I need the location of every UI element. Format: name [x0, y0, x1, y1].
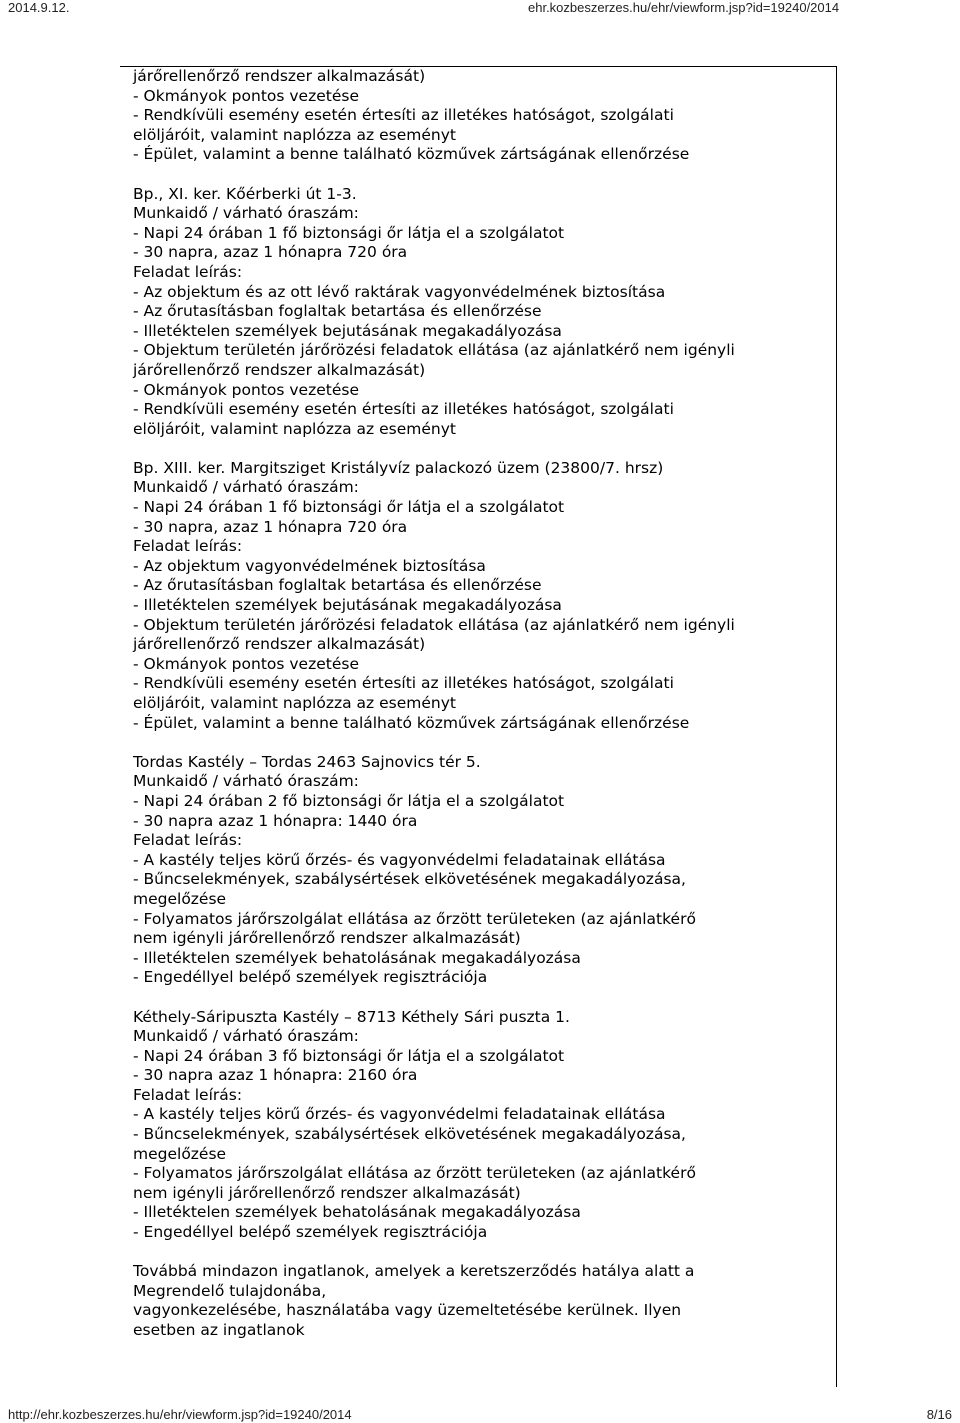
text-line: Munkaidő / várható óraszám:	[133, 772, 359, 791]
text-line: - Napi 24 órában 2 fő biztonsági őr látja el a szolgálatot	[133, 791, 565, 810]
text-line: Tordas Kastély – Tordas 2463 Sajnovics tér 5.	[133, 752, 481, 771]
paragraph-gap	[133, 165, 833, 185]
print-header	[0, 0, 960, 16]
text-line: - Rendkívüli esemény esetén értesíti az illetékes hatóságot, szolgálati	[133, 674, 674, 693]
text-line: Feladat leírás:	[133, 262, 243, 281]
text-line: - Az objektum vagyonvédelmének biztosítása	[133, 556, 486, 575]
text-line: - Az objektum és az ott lévő raktárak vagyonvédelmének biztosítása	[133, 282, 666, 301]
text-line: - Napi 24 órában 1 fő biztonsági őr látja el a szolgálatot	[133, 498, 565, 517]
text-block	[133, 459, 833, 733]
text-line: nem igényli járőrellenőrző rendszer alkalmazását)	[133, 929, 521, 948]
text-line: - Rendkívüli esemény esetén értesíti az illetékes hatóságot, szolgálati	[133, 106, 674, 125]
paragraph-gap	[133, 988, 833, 1008]
text-line: - Objektum területén járőrözési feladatok ellátása (az ajánlatkérő nem igényli	[133, 615, 735, 634]
text-line: - 30 napra azaz 1 hónapra: 1440 óra	[133, 811, 418, 830]
text-block	[133, 753, 833, 988]
text-line: elöljáróit, valamint naplózza az eseményt	[133, 419, 456, 438]
text-line: - 30 napra, azaz 1 hónapra 720 óra	[133, 517, 408, 536]
text-line: - Folyamatos járőrszolgálat ellátása az őrzött területeken (az ajánlatkérő	[133, 909, 696, 928]
text-line: Továbbá mindazon ingatlanok, amelyek a keretszerződés hatálya alatt a	[133, 1262, 695, 1281]
text-line: Munkaidő / várható óraszám:	[133, 478, 359, 497]
text-line: - Épület, valamint a benne található közművek zártságának ellenőrzése	[133, 145, 690, 164]
text-line: - Okmányok pontos vezetése	[133, 654, 359, 673]
text-line: vagyonkezelésébe, használatába vagy üzemeltetésébe kerülnek. Ilyen	[133, 1301, 682, 1320]
text-line: Feladat leírás:	[133, 831, 243, 850]
text-line: járőrellenőrző rendszer alkalmazását)	[133, 67, 426, 85]
text-block	[133, 185, 833, 440]
paragraph-gap	[133, 1243, 833, 1263]
text-line: Kéthely-Sáripuszta Kastély – 8713 Kéthely Sári puszta 1.	[133, 1007, 570, 1026]
text-line: - Bűncselekmények, szabálysértések elkövetésének megakadályozása,	[133, 870, 686, 889]
text-line: - Napi 24 órában 3 fő biztonsági őr látja el a szolgálatot	[133, 1046, 565, 1065]
text-line: - A kastély teljes körű őrzés- és vagyonvédelmi feladatainak ellátása	[133, 850, 666, 869]
text-line: Munkaidő / várható óraszám:	[133, 204, 359, 223]
print-url-footer[interactable]: http://ehr.kozbeszerzes.hu/ehr/viewform.jsp?id=19240/2014	[8, 1407, 352, 1422]
text-line: - Engedéllyel belépő személyek regisztrációja	[133, 968, 488, 987]
text-line: - Épület, valamint a benne található közművek zártságának ellenőrzése	[133, 713, 690, 732]
text-line: Feladat leírás:	[133, 1085, 243, 1104]
text-line: megelőzése	[133, 1144, 227, 1163]
text-line: - Illetéktelen személyek behatolásának megakadályozása	[133, 1203, 581, 1222]
text-line: Munkaidő / várható óraszám:	[133, 1027, 359, 1046]
paragraph-gap	[133, 733, 833, 753]
text-line: - 30 napra azaz 1 hónapra: 2160 óra	[133, 1066, 418, 1085]
text-line: elöljáróit, valamint naplózza az eseményt	[133, 125, 456, 144]
text-line: Feladat leírás:	[133, 537, 243, 556]
text-line: - Bűncselekmények, szabálysértések elkövetésének megakadályozása,	[133, 1125, 686, 1144]
text-line: esetben az ingatlanok	[133, 1321, 305, 1339]
text-line: járőrellenőrző rendszer alkalmazását)	[133, 635, 426, 654]
text-line: járőrellenőrző rendszer alkalmazását)	[133, 360, 426, 379]
text-line: - Illetéktelen személyek bejutásának megakadályozása	[133, 596, 562, 615]
text-line: - Rendkívüli esemény esetén értesíti az illetékes hatóságot, szolgálati	[133, 400, 674, 419]
text-line: - Okmányok pontos vezetése	[133, 380, 359, 399]
text-line: - Illetéktelen személyek behatolásának megakadályozása	[133, 948, 581, 967]
text-block	[133, 1262, 833, 1340]
text-block	[133, 1008, 833, 1243]
text-line: - Napi 24 órában 1 fő biztonsági őr látja el a szolgálatot	[133, 223, 565, 242]
text-line: - Okmányok pontos vezetése	[133, 86, 359, 105]
document-body	[133, 67, 833, 1341]
text-line: Megrendelő tulajdonába,	[133, 1281, 327, 1300]
page-number: 8/16	[926, 1407, 952, 1422]
text-line: Bp. XIII. ker. Margitsziget Kristályvíz palackozó üzem (23800/7. hrsz)	[133, 458, 664, 477]
print-footer	[0, 1407, 960, 1423]
text-line: - Objektum területén járőrözési feladatok ellátása (az ajánlatkérő nem igényli	[133, 341, 735, 360]
text-line: elöljáróit, valamint naplózza az eseményt	[133, 694, 456, 712]
paragraph-gap	[133, 439, 833, 459]
print-date: 2014.9.12.	[8, 0, 70, 15]
text-line: - Engedéllyel belépő személyek regisztrációja	[133, 1223, 488, 1242]
text-line: nem igényli járőrellenőrző rendszer alkalmazását)	[133, 1183, 521, 1202]
text-line: megelőzése	[133, 889, 227, 908]
text-line: - Az őrutasításban foglaltak betartása és ellenőrzése	[133, 576, 542, 595]
text-line: - Illetéktelen személyek bejutásának megakadályozása	[133, 321, 562, 340]
text-line: - 30 napra, azaz 1 hónapra 720 óra	[133, 243, 408, 262]
text-line: Bp., XI. ker. Kőérberki út 1-3.	[133, 184, 357, 203]
text-line: - Folyamatos járőrszolgálat ellátása az őrzött területeken (az ajánlatkérő	[133, 1164, 696, 1183]
text-line: - Az őrutasításban foglaltak betartása és ellenőrzése	[133, 302, 542, 321]
text-block	[133, 67, 833, 165]
print-url-header: ehr.kozbeszerzes.hu/ehr/viewform.jsp?id=19240/2014	[528, 0, 840, 15]
text-line: - A kastély teljes körű őrzés- és vagyonvédelmi feladatainak ellátása	[133, 1105, 666, 1124]
